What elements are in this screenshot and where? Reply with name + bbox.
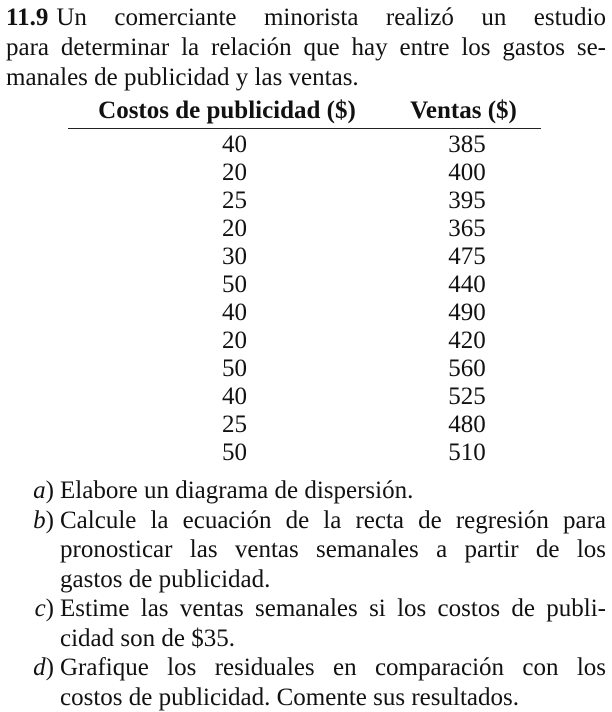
- problem-number: 11.9: [6, 4, 49, 31]
- cost-cell: 20: [222, 159, 247, 186]
- sales-cell: 480: [448, 411, 486, 438]
- cost-cell: 25: [222, 411, 247, 438]
- sales-cell: 385: [448, 131, 486, 158]
- question-letter: b: [33, 506, 46, 534]
- intro-line-3: manales de publicidad y las ventas.: [6, 64, 359, 91]
- table-row: [68, 131, 541, 159]
- question-line: cidad son de $35.: [60, 624, 235, 652]
- question-text: [60, 594, 606, 653]
- sales-cell: 475: [448, 243, 486, 270]
- textbook-page: [6, 0, 606, 712]
- question-paren: ): [45, 654, 54, 681]
- question-paren: ): [45, 477, 54, 504]
- data-table: [68, 94, 541, 467]
- table-row: [68, 439, 541, 467]
- sales-cell: 440: [448, 271, 486, 298]
- cost-cell: 40: [222, 299, 247, 326]
- question-line: Estime las ventas semanales si los costos de publi-: [60, 595, 606, 622]
- table-row: [68, 355, 541, 383]
- question-label: [6, 653, 60, 712]
- sales-cell: 400: [448, 159, 486, 186]
- table-row: [68, 299, 541, 327]
- question-list: [6, 476, 606, 712]
- sales-cell: 365: [448, 215, 486, 242]
- cost-cell: 20: [222, 327, 247, 354]
- cost-cell: 40: [222, 131, 247, 158]
- question-label: [6, 594, 60, 653]
- cost-cell: 50: [222, 271, 247, 298]
- question-text: [60, 476, 606, 506]
- cost-cell: 30: [222, 243, 247, 270]
- problem-statement: [6, 3, 606, 93]
- question-line: Grafique los residuales en comparación con los: [60, 654, 606, 681]
- sales-cell: 525: [448, 383, 486, 410]
- table-row: [68, 215, 541, 243]
- question-c: [6, 594, 606, 653]
- question-a: [6, 476, 606, 506]
- sales-cell: 490: [448, 299, 486, 326]
- cost-cell: 40: [222, 383, 247, 410]
- table-row: [68, 243, 541, 271]
- question-text: [60, 506, 606, 595]
- header-sales: Ventas ($): [410, 97, 517, 124]
- table-header: [68, 94, 541, 129]
- header-advertising-cost: Costos de publicidad ($): [98, 97, 356, 124]
- question-label: [6, 476, 60, 506]
- question-letter: c: [34, 595, 46, 622]
- question-line: Calcule la ecuación de la recta de regresión para: [60, 506, 606, 534]
- cost-cell: 25: [222, 187, 247, 214]
- question-line: costos de publicidad. Comente sus resultados.: [60, 683, 519, 711]
- intro-line-2: para determinar la relación que hay entre los gastos se-: [6, 34, 606, 61]
- question-d: [6, 653, 606, 712]
- table-row: [68, 187, 541, 215]
- cost-cell: 50: [222, 439, 247, 466]
- table-body: [68, 129, 541, 467]
- question-b: [6, 506, 606, 595]
- question-line: gastos de publicidad.: [60, 565, 271, 593]
- question-paren: ): [45, 595, 54, 622]
- question-letter: d: [33, 654, 46, 681]
- question-line: pronosticar las ventas semanales a partir de los: [60, 536, 606, 563]
- sales-cell: 395: [448, 187, 486, 214]
- table-row: [68, 383, 541, 411]
- question-letter: a: [33, 477, 46, 504]
- sales-cell: 560: [448, 355, 486, 382]
- intro-line-1: [6, 3, 606, 33]
- intro-text-1: Un comerciante minorista realizó un estudio: [56, 4, 606, 31]
- table-row: [68, 271, 541, 299]
- question-text: [60, 653, 606, 712]
- table-row: [68, 159, 541, 187]
- sales-cell: 510: [448, 439, 486, 466]
- cost-cell: 50: [222, 355, 247, 382]
- sales-cell: 420: [448, 327, 486, 354]
- question-line: Elabore un diagrama de dispersión.: [60, 477, 414, 504]
- question-paren: ): [45, 506, 54, 534]
- cost-cell: 20: [222, 215, 247, 242]
- table-row: [68, 411, 541, 439]
- table-row: [68, 327, 541, 355]
- question-label: [6, 506, 60, 595]
